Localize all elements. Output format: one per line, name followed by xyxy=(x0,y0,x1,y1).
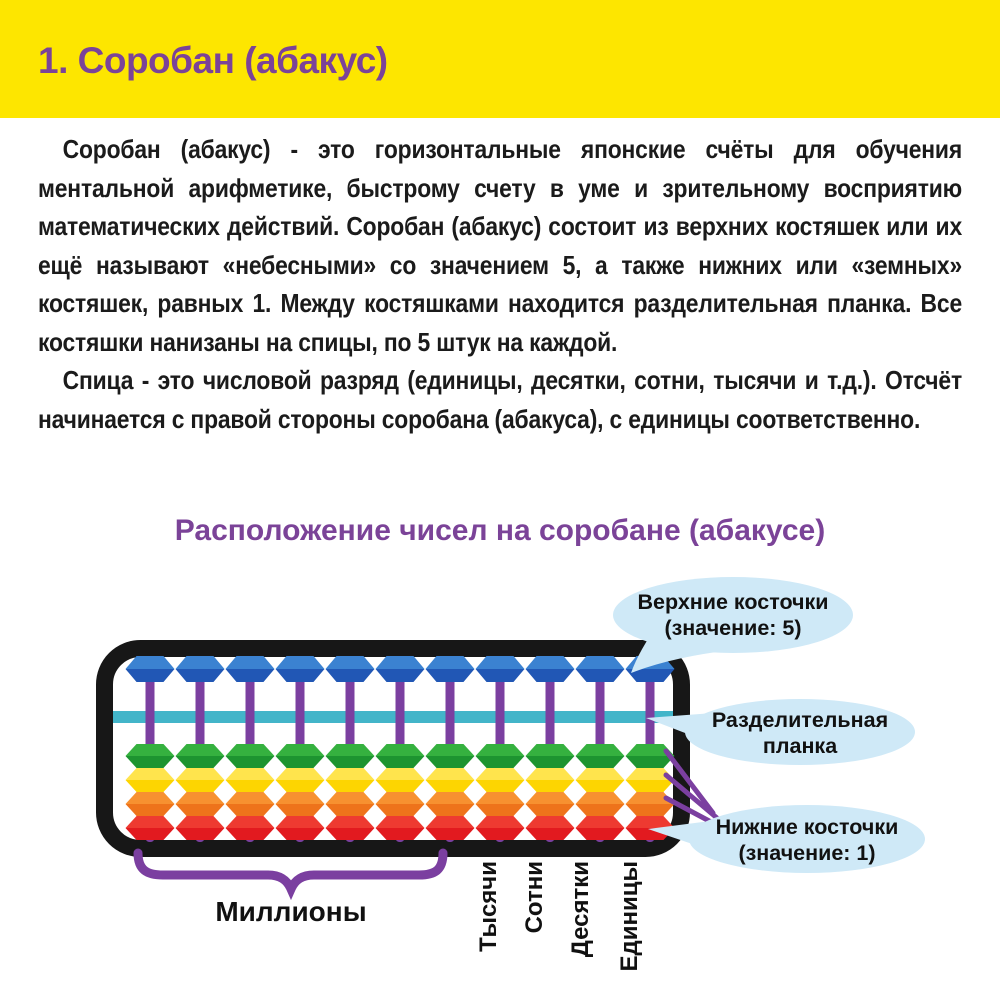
callout-upper-line1: Верхние косточки xyxy=(637,590,829,614)
page-title: 1. Соробан (абакус) xyxy=(38,40,388,81)
callout-lower-line2: (значение: 1) xyxy=(738,841,876,865)
label-thousands: Тысячи xyxy=(475,861,502,952)
label-hundreds: Сотни xyxy=(521,861,548,934)
callout-upper-line2: (значение: 5) xyxy=(664,616,802,640)
title-banner xyxy=(0,0,1000,118)
label-tens: Десятки xyxy=(567,861,594,958)
millions-brace xyxy=(138,853,443,889)
callout-separator-line2: планка xyxy=(762,734,838,758)
callout-separator-line1: Разделительная xyxy=(711,708,889,732)
label-millions: Миллионы xyxy=(215,896,367,927)
soroban-diagram xyxy=(0,555,1000,1000)
callout-lower-line1: Нижние косточки xyxy=(715,815,899,839)
paragraph-rods: Спица - это числовой разряд (единицы, десятки, сотни, тысячи и т.д.). Отсчёт начинается с правой стороны соробана (абакуса), с единицы соответственно. xyxy=(38,365,962,434)
label-units: Единицы xyxy=(616,861,643,972)
article-text xyxy=(38,130,962,438)
paragraph-intro: Соробан (абакус) - это горизонтальные японские счёты для обучения ментальной арифметике, быстрому счету в уме и зрительному восприятию математических действий. Соробан (абакус) состоит из верхних костяшек или их ещё называют «небесными» со значением 5, а также нижних или «земных» костяшек, равных 1. Между костяшками находится разделительная планка. Все костяшки нанизаны на спицы, по 5 штук на каждой. xyxy=(38,134,962,357)
callout-upper-beads xyxy=(613,577,853,653)
section-heading: Расположение чисел на соробане (абакусе) xyxy=(174,514,826,547)
